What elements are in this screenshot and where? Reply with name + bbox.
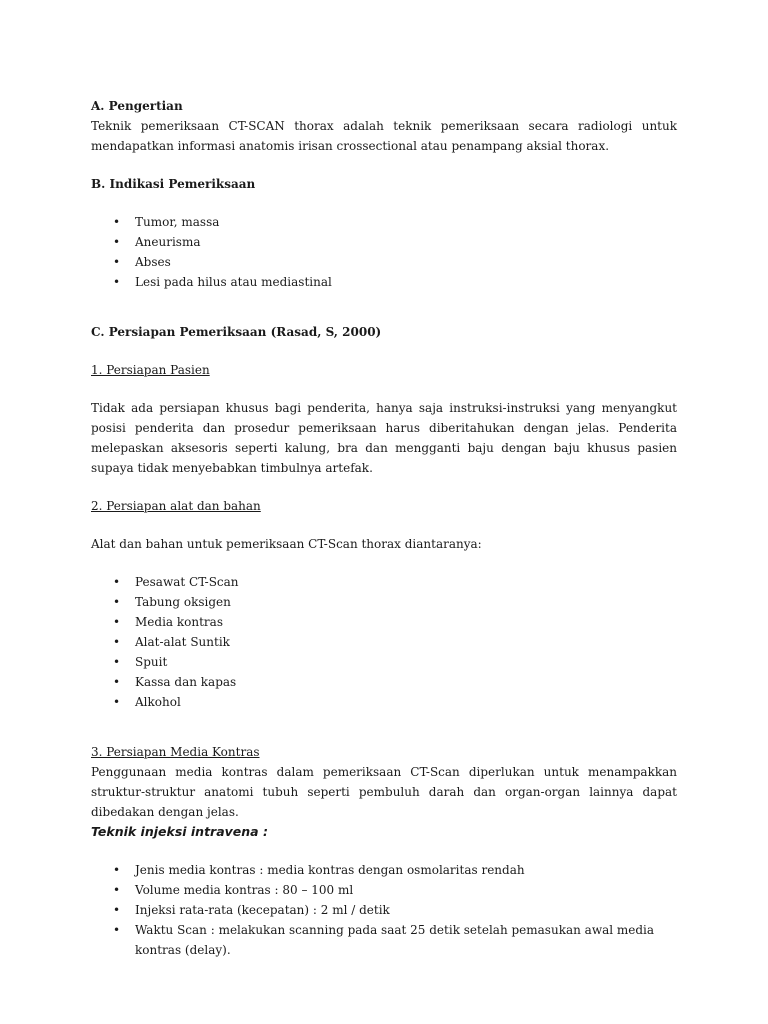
contrast-prep-subheading: 3. Persiapan Media Kontras (91, 745, 260, 759)
list-item: • Abses (113, 252, 677, 272)
section-b-heading: B. Indikasi Pemeriksaan (91, 177, 256, 191)
list-item: • Lesi pada hilus atau mediastinal (113, 272, 677, 292)
list-item: • Alat-alat Suntik (113, 632, 677, 652)
list-item: • Injeksi rata-rata (kecepatan) : 2 ml / detik (113, 900, 677, 920)
tools-list (91, 572, 677, 712)
injection-technique-title: Teknik injeksi intravena : (91, 824, 268, 839)
patient-prep-text: Tidak ada persiapan khusus bagi penderita, hanya saja instruksi-instruksi yang menyangkut posisi penderita dan prosedur pemeriksaan harus diberitahukan dengan jelas. Penderita melepaskan aksesoris seperti kalung, bra dan mengganti baju dengan baju khusus pasien supaya tidak menyebabkan timbulnya artefak. (91, 401, 677, 475)
list-item: • Waktu Scan : melakukan scanning pada saat 25 detik setelah pemasukan awal media kontras (delay). (113, 920, 677, 960)
patient-prep-subheading: 1. Persiapan Pasien (91, 363, 210, 377)
section-c-heading: C. Persiapan Pemeriksaan (Rasad, S, 2000) (91, 325, 382, 339)
list-item: • Tabung oksigen (113, 592, 677, 612)
injection-list (91, 860, 677, 960)
list-item: • Pesawat CT-Scan (113, 572, 677, 592)
list-item: • Media kontras (113, 612, 677, 632)
list-item: • Spuit (113, 652, 677, 672)
list-item: • Tumor, massa (113, 212, 677, 232)
indication-list (91, 212, 677, 292)
contrast-prep-text: Penggunaan media kontras dalam pemeriksaan CT-Scan diperlukan untuk menampakkan struktur-struktur anatomi tubuh seperti pembuluh darah dan organ-organ lainnya dapat dibedakan dengan jelas. (91, 765, 677, 819)
section-a-heading: A. Pengertian (91, 99, 183, 113)
list-item: • Alkohol (113, 692, 677, 712)
list-item: • Aneurisma (113, 232, 677, 252)
tools-intro: Alat dan bahan untuk pemeriksaan CT-Scan thorax diantaranya: (91, 537, 482, 551)
tools-prep-subheading: 2. Persiapan alat dan bahan (91, 499, 261, 513)
section-a-text: Teknik pemeriksaan CT-SCAN thorax adalah teknik pemeriksaan secara radiologi untuk mendapatkan informasi anatomis irisan crossectional atau penampang aksial thorax. (91, 119, 677, 153)
list-item: • Volume media kontras : 80 – 100 ml (113, 880, 677, 900)
list-item: • Kassa dan kapas (113, 672, 677, 692)
list-item: • Jenis media kontras : media kontras dengan osmolaritas rendah (113, 860, 677, 880)
